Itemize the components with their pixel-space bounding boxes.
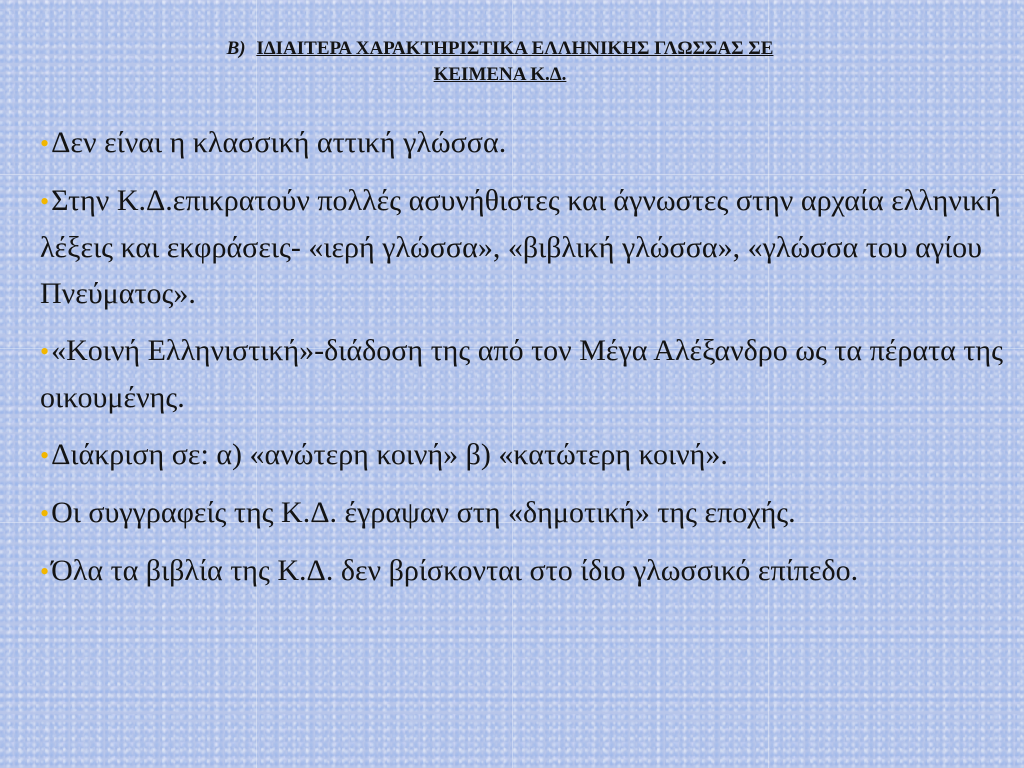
bullet-item <box>40 328 1020 421</box>
bullet-item <box>40 178 1020 317</box>
bullet-icon: • <box>40 441 50 470</box>
bullet-text: Δεν είναι η κλασσική αττική γλώσσα. <box>51 126 507 159</box>
bullet-icon: • <box>40 557 50 586</box>
bullet-item <box>40 432 1020 479</box>
bullet-icon: • <box>40 499 50 528</box>
bullet-text: Οι συγγραφείς της Κ.Δ. έγραψαν στη «δημοτική» της εποχής. <box>51 496 796 529</box>
bullet-item <box>40 120 1020 167</box>
bullet-item <box>40 490 1020 537</box>
bullet-text: Στην Κ.Δ.επικρατούν πολλές ασυνήθιστες και άγνωστες στην αρχαία ελληνική λέξεις και εκφράσεις- «ιερή γλώσσα», «βιβλική γλώσσα», «γλώσσα του αγίου Πνεύματος». <box>40 184 1001 310</box>
bullet-text: Διάκριση σε: α) «ανώτερη κοινή» β) «κατώτερη κοινή». <box>51 438 728 471</box>
bullet-list <box>40 120 1020 606</box>
bullet-icon: • <box>40 187 50 216</box>
title-text-line1: ΙΔΙΑΙΤΕΡΑ ΧΑΡΑΚΤΗΡΙΣΤΙΚΑ ΕΛΛΗΝΙΚΗΣ ΓΛΩΣΣΑΣ ΣΕ <box>256 38 774 59</box>
title-text-line2: ΚΕΙΜΕΝΑ Κ.Δ. <box>433 64 567 85</box>
title-label: Β) <box>226 38 246 59</box>
bullet-icon: • <box>40 337 50 366</box>
bullet-text: «Κοινή Ελληνιστική»-διάδοση της από τον Μέγα Αλέξανδρο ως τα πέρατα της οικουμένης. <box>40 334 1003 414</box>
bullet-text: Όλα τα βιβλία της Κ.Δ. δεν βρίσκονται στο ίδιο γλωσσικό επίπεδο. <box>51 554 859 587</box>
bullet-item <box>40 548 1020 595</box>
bullet-icon: • <box>40 129 50 158</box>
slide-title <box>60 36 940 88</box>
